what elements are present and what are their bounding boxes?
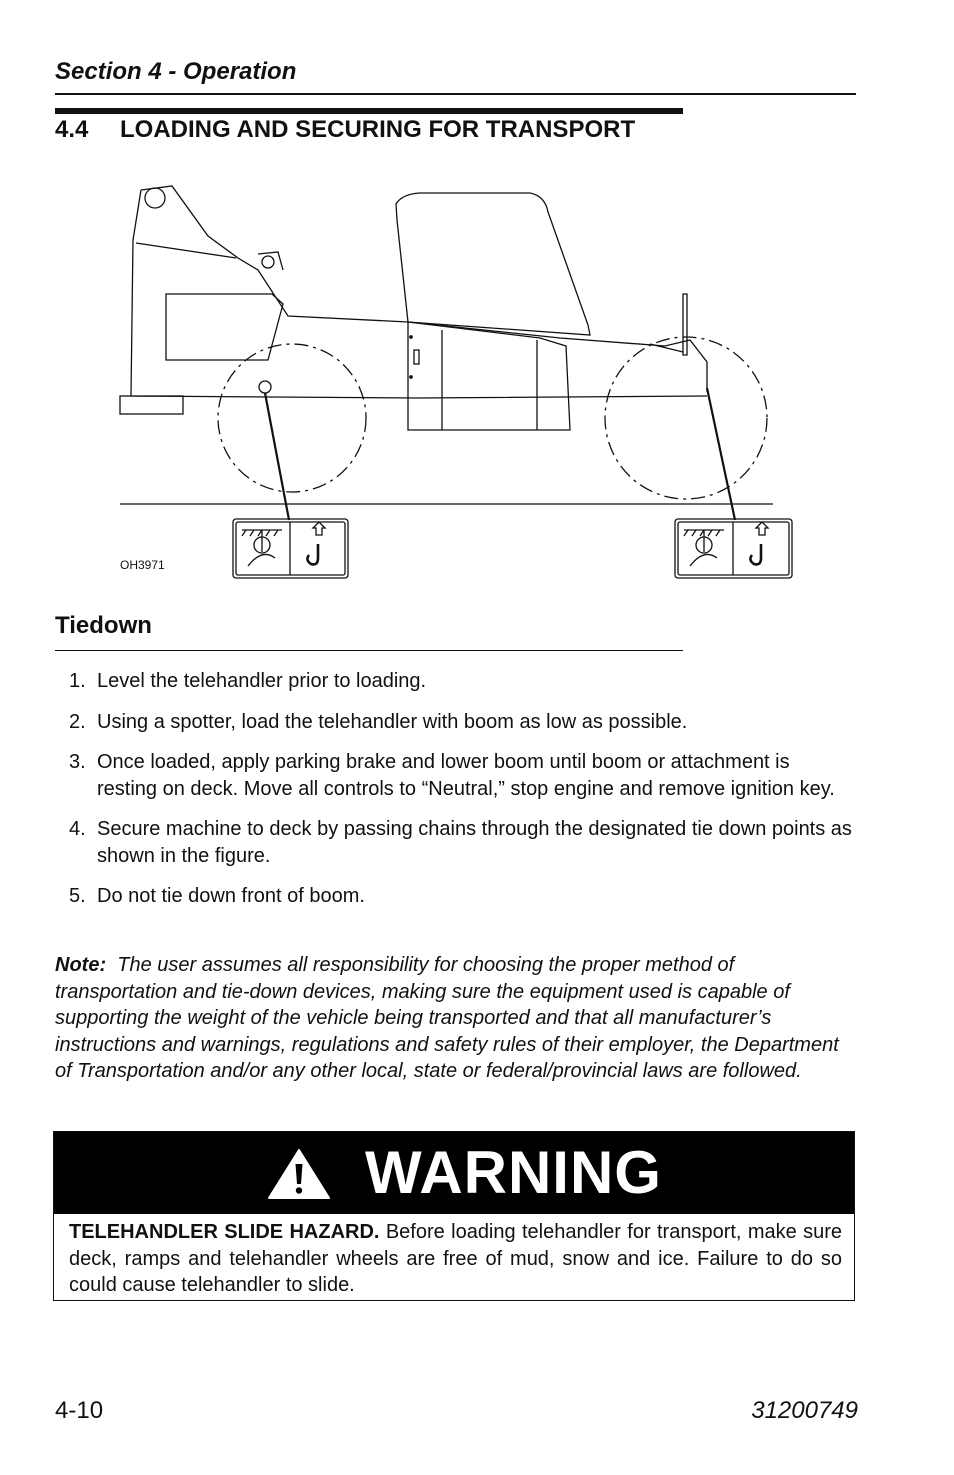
step-number: 1. (69, 670, 86, 692)
warning-triangle-icon (267, 1148, 331, 1200)
step-text: Using a spotter, load the telehandler with boom as low as possible. (97, 710, 688, 733)
step-text: Do not tie down front of boom. (97, 885, 365, 907)
warning-banner (54, 1132, 854, 1214)
step-number: 3. (69, 751, 86, 773)
warning-lead: TELEHANDLER SLIDE HAZARD. (69, 1221, 380, 1243)
heading-title: LOADING AND SECURING FOR TRANSPORT (120, 116, 636, 143)
step-number: 4. (69, 818, 86, 840)
step-text: Secure machine to deck by passing chains through the designated tie down points as shown in the figure. (97, 818, 852, 867)
tiedown-rule (55, 650, 683, 651)
note-label: Note: (55, 954, 107, 976)
list-item (55, 883, 855, 910)
warning-body: Before loading telehandler for transport, make sure deck, ramps and telehandler wheels are free of mud, snow and ice. Failure to do so could cause telehandler to slide. (69, 1221, 842, 1296)
section-header: Section 4 - Operation (55, 58, 297, 85)
warning-title: WARNING (365, 1139, 662, 1206)
list-item (55, 749, 855, 802)
page-number: 4-10 (55, 1397, 104, 1424)
document-number: 31200749 (751, 1397, 858, 1424)
page-heading (55, 116, 635, 144)
heading-number: 4.4 (55, 116, 89, 143)
warning-text (69, 1219, 842, 1299)
note-paragraph (55, 952, 855, 1085)
step-text: Once loaded, apply parking brake and lower boom until boom or attachment is resting on deck. Move all controls to “Neutral,” stop engine and remove ignition key. (97, 751, 835, 800)
list-item (55, 668, 855, 695)
step-number: 5. (69, 885, 86, 907)
list-item (55, 816, 855, 869)
list-item (55, 709, 855, 736)
warning-box (53, 1131, 855, 1301)
note-text: The user assumes all responsibility for choosing the proper method of transportation and tie-down devices, making sure the equipment used is capable of supporting the weight of the vehicle being transported and that all manufacturer’s instructions and warnings, regulations and safety rules of their employer, the Department of Transportation and/or any other local, state or federal/provincial laws are followed. (55, 954, 839, 1082)
tiedown-steps (55, 668, 855, 924)
heading-rule (55, 108, 683, 114)
tiedown-heading: Tiedown (55, 612, 152, 639)
telehandler-tiedown-figure (110, 175, 810, 585)
figure-label: OH3971 (120, 558, 165, 572)
step-text: Level the telehandler prior to loading. (97, 670, 427, 692)
step-number: 2. (69, 710, 86, 733)
header-rule (55, 93, 856, 95)
